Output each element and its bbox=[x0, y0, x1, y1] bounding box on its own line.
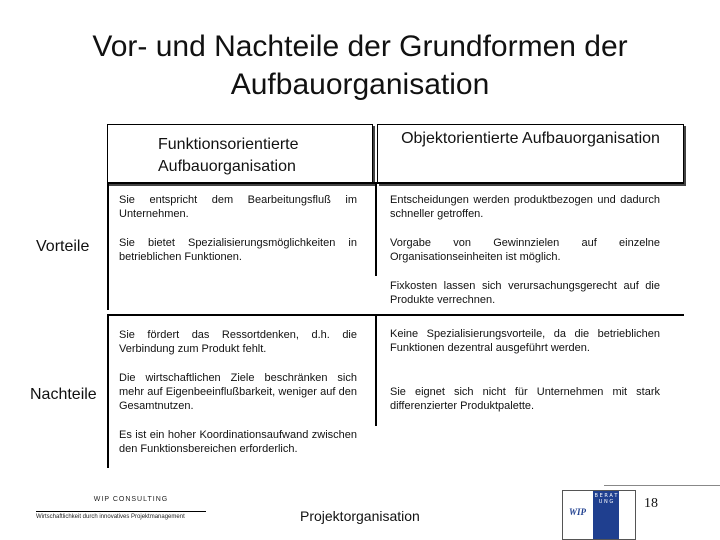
column-header-object bbox=[377, 124, 684, 184]
slide-title: Vor- und Nachteile der Grundformen der Aufbauorganisation bbox=[92, 30, 628, 101]
wip-logo bbox=[562, 490, 636, 540]
footer-divider bbox=[36, 511, 206, 512]
wip-logo-bar-letters: B E R A T U N G bbox=[594, 493, 618, 505]
vorteile-functional-item: Sie bietet Spezialisierungsmöglichkeiten in betrieblichen Funktionen. bbox=[119, 237, 357, 263]
vorteile-object-item: Entscheidungen werden produktbezogen und dadurch schneller getroffen. bbox=[390, 194, 660, 220]
grid-line-middle-lower bbox=[375, 316, 377, 426]
column-header-object-label: Objektorientierte Aufbauorganisation bbox=[401, 130, 660, 147]
page-number: 18 bbox=[644, 496, 658, 511]
grid-line-row-divider bbox=[107, 314, 684, 316]
vorteile-object-item: Fixkosten lassen sich verursachungsgerecht auf die Produkte verrechnen. bbox=[390, 280, 660, 306]
footer-tagline: Wirtschaftlichkeit durch innovatives Projektmanagement bbox=[36, 514, 185, 520]
footer-company bbox=[36, 496, 226, 520]
wip-logo-text: WIP bbox=[569, 507, 587, 517]
grid-line-middle-upper bbox=[375, 182, 377, 276]
nachteile-object-item: Keine Spezialisierungsvorteile, da die betrieblichen Funktionen dezentral ausgeführt werden. bbox=[390, 328, 660, 354]
nachteile-functional-item: Die wirtschaftlichen Ziele beschränken sich mehr auf Eigenbeeinflußbarkeit, weniger auf den Gesamtnutzen. bbox=[119, 372, 357, 412]
row-label-vorteile: Vorteile bbox=[36, 238, 90, 255]
nachteile-functional-item: Sie fördert das Ressortdenken, d.h. die Verbindung zum Produkt fehlt. bbox=[119, 329, 357, 355]
column-header-functional bbox=[107, 124, 373, 184]
page-number-divider bbox=[604, 485, 720, 486]
nachteile-object-item: Sie eignet sich nicht für Unternehmen mit stark differenzierter Produktpalette. bbox=[390, 386, 660, 412]
grid-line-left-upper bbox=[107, 182, 109, 310]
wip-logo-bar bbox=[593, 491, 619, 539]
footer-company-name: WIP CONSULTING bbox=[93, 496, 169, 503]
column-header-functional-label: Funktionsorientierte Aufbauorganisation bbox=[158, 136, 299, 175]
nachteile-functional-item: Es ist ein hoher Koordinationsaufwand zwischen den Funktionsbereichen erforderlich. bbox=[119, 429, 357, 455]
row-label-nachteile: Nachteile bbox=[30, 386, 97, 403]
grid-line-left-lower bbox=[107, 316, 109, 468]
footer-topic: Projektorganisation bbox=[300, 508, 420, 524]
vorteile-object-item: Vorgabe von Gewinnzielen auf einzelne Organisationseinheiten ist möglich. bbox=[390, 237, 660, 263]
grid-line-top bbox=[107, 182, 684, 184]
vorteile-functional-item: Sie entspricht dem Bearbeitungsfluß im Unternehmen. bbox=[119, 194, 357, 220]
